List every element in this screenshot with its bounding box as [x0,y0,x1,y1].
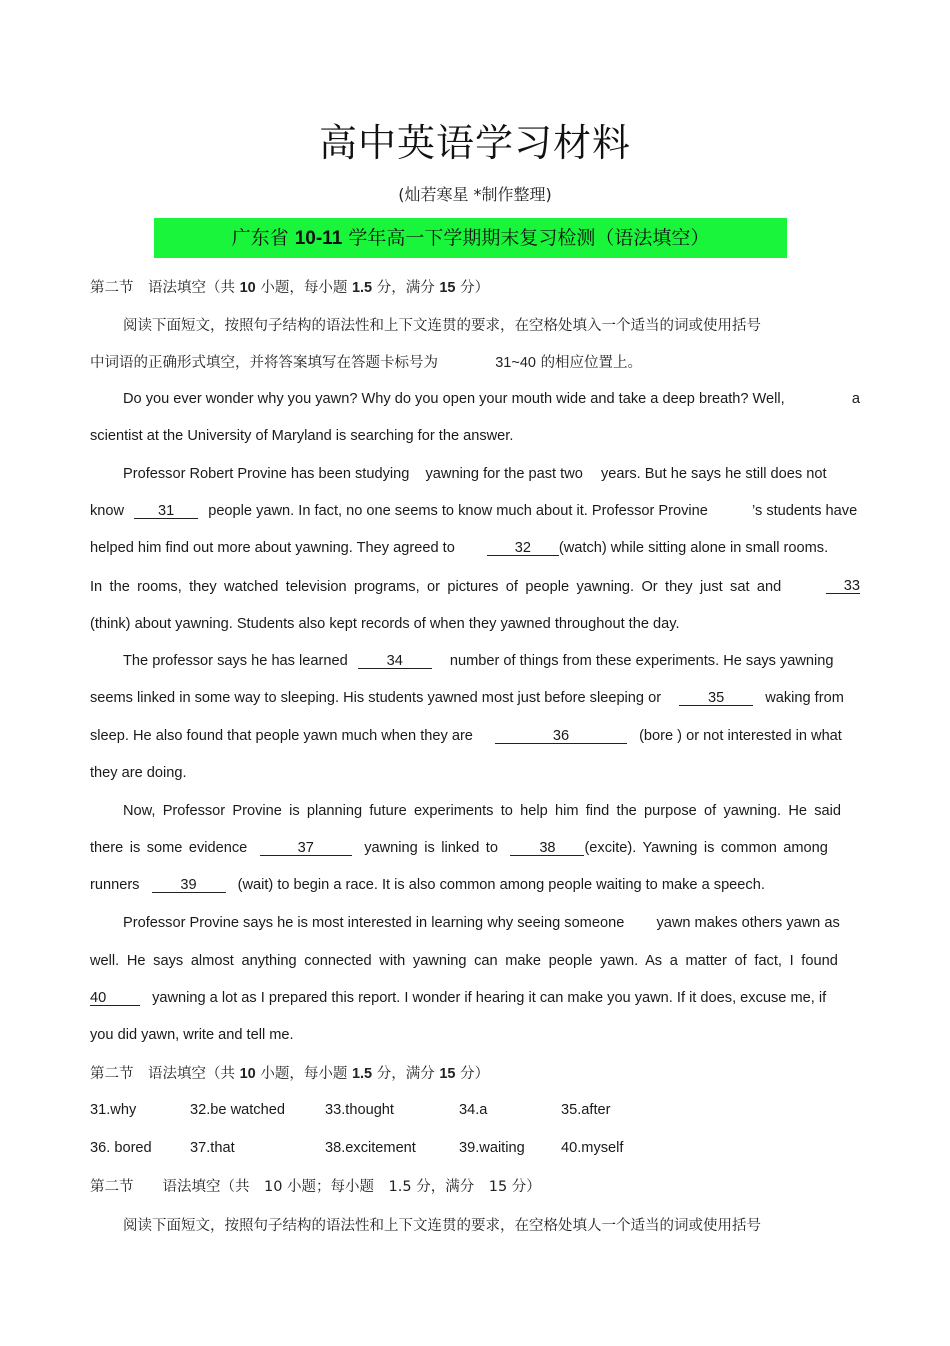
passage-line: scientist at the University of Maryland is searching for the answer. [90,428,514,444]
next-instructions: 阅读下面短文，按照句子结构的语法性和上下文连贯的要求，在空格处填人一个适当的词或使用括号 [123,1218,761,1234]
blank-36[interactable]: 36 [495,729,627,744]
passage-line: (think) about yawning. Students also kept records of when they yawned throughout the day. [90,616,680,632]
banner-prefix: 广东省 [231,227,289,249]
document-subtitle: (灿若寒星 *制作整理) [398,185,552,204]
answer-item: 33.thought [325,1102,394,1118]
passage-line: runners 39 (wait) to begin a race. It is also common among people waiting to make a speech. [90,877,765,893]
answer-item: 40.myself [561,1140,624,1156]
passage-line: In the rooms, they watched television programs, or pictures of people yawning. Or they just sat and 33 [90,578,860,595]
exam-title-banner [154,218,787,258]
blank-37[interactable]: 37 [260,841,352,856]
answer-item: 36. bored [90,1140,152,1156]
blank-39[interactable]: 39 [152,878,226,893]
blank-33[interactable]: 33 [826,579,860,594]
blank-31[interactable]: 31 [134,504,198,519]
blank-34[interactable]: 34 [358,654,432,669]
passage-line: seems linked in some way to sleeping. His students yawned most just before sleeping or 35 waking from [90,690,844,706]
passage-line: helped him find out more about yawning. They agreed to 32 (watch) while sitting alone in small rooms. [90,540,829,556]
answer-item: 39.waiting [459,1140,525,1156]
answer-item: 34.a [459,1102,488,1118]
answer-item: 38.excitement [325,1140,416,1156]
blank-35[interactable]: 35 [679,691,753,706]
instructions-line-1: 阅读下面短文，按照句子结构的语法性和上下文连贯的要求，在空格处填入一个适当的词或使用括号 [123,318,761,334]
answer-item: 37.that [190,1140,235,1156]
blank-32[interactable]: 32 [487,541,559,556]
passage-line: Professor Provine says he is most interested in learning why seeing someone yawn makes others yawn as [123,915,840,931]
section-heading: 第二节 语法填空（共 10 小题，每小题 1.5 分，满分 15 分） [90,280,490,296]
answer-item: 32.be watched [190,1102,285,1118]
instructions-line-2: 中词语的正确形式填空，并将答案填写在答题卡标号为 31~40 的相应位置上。 [90,355,643,371]
banner-year: 10-11 [294,228,343,249]
banner-suffix: 学年高一下学期期末复习检测（语法填空） [348,227,710,249]
next-section-heading: 第二节 语法填空（共 10 小题；每小题 1.5 分，满分 15 分） [90,1179,541,1195]
answer-item: 35.after [561,1102,611,1118]
passage-line: sleep. He also found that people yawn much when they are 36 (bore ) or not interested in what [90,728,842,744]
answer-item: 31.why [90,1102,137,1118]
document-title: 高中英语学习材料 [318,121,631,165]
answer-section-heading: 第二节 语法填空（共 10 小题，每小题 1.5 分，满分 15 分） [90,1066,490,1082]
passage-line: 40 yawning a lot as I prepared this report. I wonder if hearing it can make you yawn. If it does, excuse me, if [90,990,827,1006]
passage-line: well. He says almost anything connected with yawning can make people yawn. As a matter of fact, I found [90,953,838,969]
passage-line: they are doing. [90,765,187,781]
passage-line: there is some evidence 37 yawning is linked to 38 (excite). Yawning is common among [90,840,828,856]
passage-line: Professor Robert Provine has been studying yawning for the past two years. But he says he still does not [123,466,827,482]
passage-line: The professor says he has learned 34 number of things from these experiments. He says yawning [123,653,834,669]
passage-line: know 31 people yawn. In fact, no one seems to know much about it. Professor Provine ’s students have [90,503,858,519]
passage-line: you did yawn, write and tell me. [90,1027,294,1043]
blank-40[interactable]: 40 [90,991,140,1006]
blank-38[interactable]: 38 [510,841,584,856]
passage-line: Do you ever wonder why you yawn? Why do you open your mouth wide and take a deep breath? Well, a [123,391,860,407]
passage-line: Now, Professor Provine is planning future experiments to help him find the purpose of yawning. He said [123,803,842,819]
